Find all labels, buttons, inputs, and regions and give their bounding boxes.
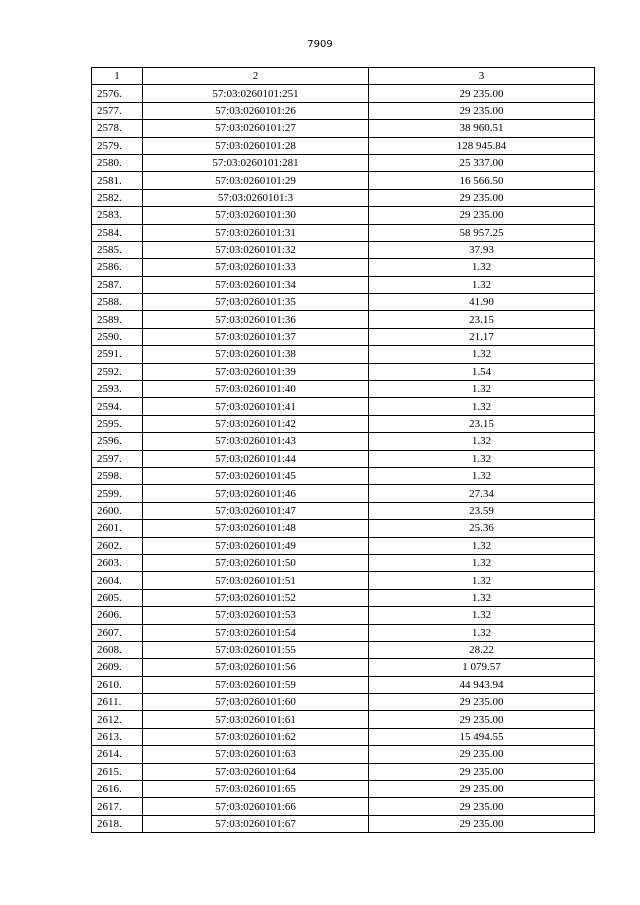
column-header-value: 3 — [369, 68, 595, 85]
value-cell: 1.32 — [369, 554, 595, 571]
row-number-cell: 2604. — [92, 572, 143, 589]
table-row — [92, 537, 595, 554]
cadastral-number-cell: 57:03:0260101:41 — [143, 398, 369, 415]
row-number-cell: 2587. — [92, 276, 143, 293]
row-number-cell: 2610. — [92, 676, 143, 693]
row-number-cell: 2599. — [92, 485, 143, 502]
cadastral-number-cell: 57:03:0260101:39 — [143, 363, 369, 380]
value-cell: 1.32 — [369, 572, 595, 589]
value-cell: 1.32 — [369, 259, 595, 276]
row-number-cell: 2609. — [92, 659, 143, 676]
cadastral-number-cell: 57:03:0260101:36 — [143, 311, 369, 328]
value-cell: 29 235.00 — [369, 711, 595, 728]
row-number-cell: 2613. — [92, 728, 143, 745]
cadastral-number-cell: 57:03:0260101:59 — [143, 676, 369, 693]
cadastral-number-cell: 57:03:0260101:3 — [143, 189, 369, 206]
table-row — [92, 815, 595, 832]
value-cell: 29 235.00 — [369, 102, 595, 119]
row-number-cell: 2580. — [92, 154, 143, 171]
cadastral-number-cell: 57:03:0260101:40 — [143, 381, 369, 398]
table-row — [92, 328, 595, 345]
row-number-cell: 2611. — [92, 694, 143, 711]
row-number-cell: 2616. — [92, 781, 143, 798]
row-number-cell: 2618. — [92, 815, 143, 832]
table-row — [92, 415, 595, 432]
table-row — [92, 624, 595, 641]
cadastral-number-cell: 57:03:0260101:26 — [143, 102, 369, 119]
row-number-cell: 2595. — [92, 415, 143, 432]
value-cell: 1.32 — [369, 537, 595, 554]
row-number-cell: 2600. — [92, 502, 143, 519]
table-row — [92, 137, 595, 154]
value-cell: 21.17 — [369, 328, 595, 345]
cadastral-number-cell: 57:03:0260101:50 — [143, 554, 369, 571]
row-number-cell: 2603. — [92, 554, 143, 571]
row-number-cell: 2594. — [92, 398, 143, 415]
row-number-cell: 2606. — [92, 607, 143, 624]
row-number-cell: 2576. — [92, 85, 143, 102]
value-cell: 1.32 — [369, 381, 595, 398]
table-row — [92, 154, 595, 171]
table-row — [92, 485, 595, 502]
value-cell: 23.15 — [369, 415, 595, 432]
table-row — [92, 450, 595, 467]
value-cell: 16 566.50 — [369, 172, 595, 189]
cadastral-number-cell: 57:03:0260101:48 — [143, 520, 369, 537]
table-body — [92, 85, 595, 833]
cadastral-number-cell: 57:03:0260101:49 — [143, 537, 369, 554]
value-cell: 1.32 — [369, 276, 595, 293]
cadastral-number-cell: 57:03:0260101:35 — [143, 294, 369, 311]
row-number-cell: 2593. — [92, 381, 143, 398]
value-cell: 29 235.00 — [369, 798, 595, 815]
table-row — [92, 781, 595, 798]
value-cell: 29 235.00 — [369, 207, 595, 224]
table-row — [92, 311, 595, 328]
row-number-cell: 2584. — [92, 224, 143, 241]
row-number-cell: 2590. — [92, 328, 143, 345]
cadastral-number-cell: 57:03:0260101:53 — [143, 607, 369, 624]
cadastral-number-cell: 57:03:0260101:45 — [143, 467, 369, 484]
cadastral-number-cell: 57:03:0260101:61 — [143, 711, 369, 728]
value-cell: 41.90 — [369, 294, 595, 311]
cadastral-number-cell: 57:03:0260101:67 — [143, 815, 369, 832]
cadastral-number-cell: 57:03:0260101:42 — [143, 415, 369, 432]
value-cell: 29 235.00 — [369, 763, 595, 780]
row-number-cell: 2583. — [92, 207, 143, 224]
value-cell: 1.32 — [369, 467, 595, 484]
table-row — [92, 694, 595, 711]
value-cell: 1.32 — [369, 450, 595, 467]
table-row — [92, 259, 595, 276]
value-cell: 1.32 — [369, 346, 595, 363]
row-number-cell: 2617. — [92, 798, 143, 815]
row-number-cell: 2577. — [92, 102, 143, 119]
table-row — [92, 276, 595, 293]
value-cell: 1.32 — [369, 607, 595, 624]
value-cell: 44 943.94 — [369, 676, 595, 693]
value-cell: 29 235.00 — [369, 746, 595, 763]
row-number-cell: 2579. — [92, 137, 143, 154]
row-number-cell: 2607. — [92, 624, 143, 641]
table-row — [92, 798, 595, 815]
row-number-cell: 2582. — [92, 189, 143, 206]
row-number-cell: 2601. — [92, 520, 143, 537]
table-row — [92, 102, 595, 119]
value-cell: 1.32 — [369, 433, 595, 450]
table-row — [92, 433, 595, 450]
cadastral-number-cell: 57:03:0260101:27 — [143, 120, 369, 137]
row-number-cell: 2602. — [92, 537, 143, 554]
table-row — [92, 746, 595, 763]
cadastral-number-cell: 57:03:0260101:31 — [143, 224, 369, 241]
table-row — [92, 572, 595, 589]
cadastral-number-cell: 57:03:0260101:52 — [143, 589, 369, 606]
cadastral-number-cell: 57:03:0260101:65 — [143, 781, 369, 798]
cadastral-number-cell: 57:03:0260101:60 — [143, 694, 369, 711]
table-row — [92, 554, 595, 571]
table-row — [92, 189, 595, 206]
row-number-cell: 2608. — [92, 641, 143, 658]
page-number: 7909 — [307, 39, 333, 50]
row-number-cell: 2581. — [92, 172, 143, 189]
cadastral-number-cell: 57:03:0260101:34 — [143, 276, 369, 293]
cadastral-number-cell: 57:03:0260101:62 — [143, 728, 369, 745]
cadastral-number-cell: 57:03:0260101:33 — [143, 259, 369, 276]
cadastral-table — [91, 67, 595, 833]
value-cell: 1.32 — [369, 398, 595, 415]
value-cell: 1 079.57 — [369, 659, 595, 676]
table-header-row — [92, 68, 595, 85]
value-cell: 37.93 — [369, 241, 595, 258]
table-row — [92, 711, 595, 728]
cadastral-number-cell: 57:03:0260101:63 — [143, 746, 369, 763]
cadastral-number-cell: 57:03:0260101:46 — [143, 485, 369, 502]
table-row — [92, 381, 595, 398]
value-cell: 1.54 — [369, 363, 595, 380]
value-cell: 1.32 — [369, 589, 595, 606]
value-cell: 29 235.00 — [369, 189, 595, 206]
table-row — [92, 728, 595, 745]
table-row — [92, 467, 595, 484]
value-cell: 128 945.84 — [369, 137, 595, 154]
cadastral-number-cell: 57:03:0260101:251 — [143, 85, 369, 102]
row-number-cell: 2614. — [92, 746, 143, 763]
row-number-cell: 2585. — [92, 241, 143, 258]
table-row — [92, 224, 595, 241]
value-cell: 29 235.00 — [369, 85, 595, 102]
table-row — [92, 241, 595, 258]
cadastral-number-cell: 57:03:0260101:30 — [143, 207, 369, 224]
value-cell: 1.32 — [369, 624, 595, 641]
table-row — [92, 85, 595, 102]
table-row — [92, 502, 595, 519]
value-cell: 23.15 — [369, 311, 595, 328]
cadastral-number-cell: 57:03:0260101:281 — [143, 154, 369, 171]
cadastral-number-cell: 57:03:0260101:32 — [143, 241, 369, 258]
column-header-cadastral-number: 2 — [143, 68, 369, 85]
value-cell: 25.36 — [369, 520, 595, 537]
cadastral-number-cell: 57:03:0260101:55 — [143, 641, 369, 658]
cadastral-number-cell: 57:03:0260101:54 — [143, 624, 369, 641]
table-row — [92, 763, 595, 780]
table-row — [92, 398, 595, 415]
row-number-cell: 2597. — [92, 450, 143, 467]
value-cell: 23.59 — [369, 502, 595, 519]
row-number-cell: 2592. — [92, 363, 143, 380]
row-number-cell: 2589. — [92, 311, 143, 328]
table-row — [92, 120, 595, 137]
value-cell: 25 337.00 — [369, 154, 595, 171]
table-row — [92, 346, 595, 363]
table-row — [92, 520, 595, 537]
row-number-cell: 2615. — [92, 763, 143, 780]
cadastral-number-cell: 57:03:0260101:29 — [143, 172, 369, 189]
table-row — [92, 294, 595, 311]
table-row — [92, 641, 595, 658]
table-row — [92, 172, 595, 189]
table-row — [92, 207, 595, 224]
cadastral-number-cell: 57:03:0260101:64 — [143, 763, 369, 780]
table-row — [92, 607, 595, 624]
table-row — [92, 659, 595, 676]
row-number-cell: 2591. — [92, 346, 143, 363]
value-cell: 38 960.51 — [369, 120, 595, 137]
row-number-cell: 2598. — [92, 467, 143, 484]
cadastral-number-cell: 57:03:0260101:37 — [143, 328, 369, 345]
row-number-cell: 2588. — [92, 294, 143, 311]
cadastral-number-cell: 57:03:0260101:56 — [143, 659, 369, 676]
value-cell: 58 957.25 — [369, 224, 595, 241]
value-cell: 27.34 — [369, 485, 595, 502]
row-number-cell: 2612. — [92, 711, 143, 728]
cadastral-number-cell: 57:03:0260101:43 — [143, 433, 369, 450]
value-cell: 29 235.00 — [369, 694, 595, 711]
value-cell: 28.22 — [369, 641, 595, 658]
row-number-cell: 2605. — [92, 589, 143, 606]
cadastral-number-cell: 57:03:0260101:47 — [143, 502, 369, 519]
column-header-number: 1 — [92, 68, 143, 85]
cadastral-number-cell: 57:03:0260101:44 — [143, 450, 369, 467]
table-row — [92, 589, 595, 606]
value-cell: 29 235.00 — [369, 815, 595, 832]
row-number-cell: 2586. — [92, 259, 143, 276]
value-cell: 29 235.00 — [369, 781, 595, 798]
cadastral-number-cell: 57:03:0260101:66 — [143, 798, 369, 815]
cadastral-number-cell: 57:03:0260101:28 — [143, 137, 369, 154]
table-row — [92, 363, 595, 380]
cadastral-number-cell: 57:03:0260101:51 — [143, 572, 369, 589]
row-number-cell: 2596. — [92, 433, 143, 450]
row-number-cell: 2578. — [92, 120, 143, 137]
cadastral-number-cell: 57:03:0260101:38 — [143, 346, 369, 363]
table-row — [92, 676, 595, 693]
value-cell: 15 494.55 — [369, 728, 595, 745]
